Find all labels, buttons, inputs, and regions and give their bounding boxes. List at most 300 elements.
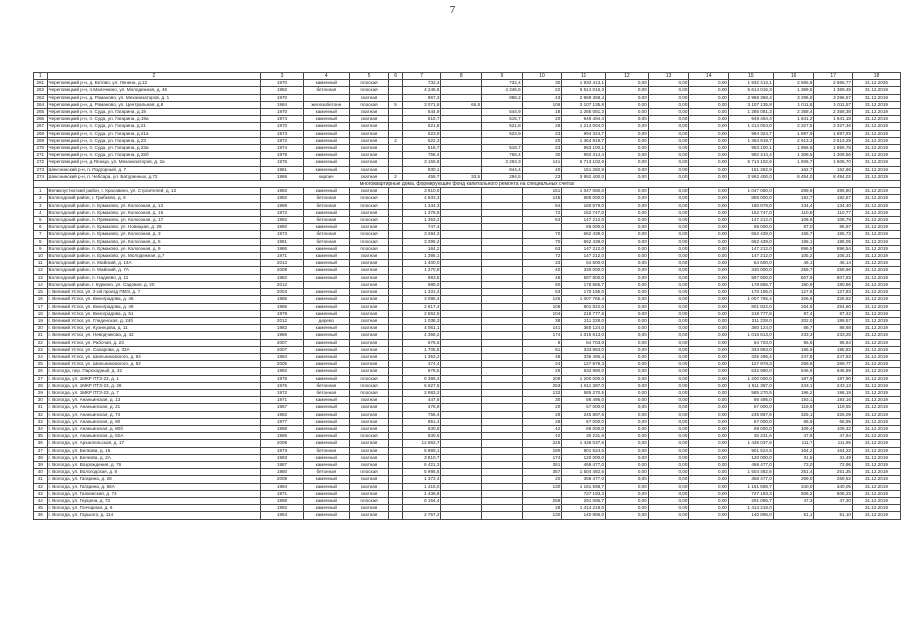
table-row <box>34 159 901 166</box>
table-cell: Вологодский район, п. Ермаково, ул. Новицкая, д. 29 <box>47 224 261 231</box>
table-cell: 269,0 <box>773 476 814 483</box>
table-cell <box>389 346 403 353</box>
table-cell: 11 <box>562 73 606 80</box>
table-cell: 901 524,5 <box>562 447 606 454</box>
table-cell <box>441 224 482 231</box>
table-cell: 31.12.2019 <box>852 224 900 231</box>
table-cell: 0,00 <box>689 109 729 116</box>
table-cell: 127,83 <box>814 289 853 296</box>
table-cell: 0,00 <box>606 382 649 389</box>
table-cell: плоская <box>349 195 389 202</box>
table-cell: 0,00 <box>689 433 729 440</box>
table-cell: г. Вологда, ул. Белкова, д. 2А <box>47 454 261 461</box>
table-cell: 5 <box>34 217 48 224</box>
table-cell: 37 <box>34 447 48 454</box>
table-row <box>34 238 901 245</box>
table-cell: 31.12.2019 <box>852 238 900 245</box>
table-cell: г. Вологда, ул. Ананьинская, д. 80б <box>47 425 261 432</box>
table-cell: 31.12.2019 <box>852 469 900 476</box>
table-cell: 147 212,0 <box>562 217 606 224</box>
table-cell: 87,4 <box>773 310 814 317</box>
table-cell: 1 606,70 <box>814 159 853 166</box>
table-row <box>34 389 901 396</box>
table-cell: 180,86 <box>814 281 853 288</box>
table-cell: 31,5 <box>773 454 814 461</box>
table-cell: 245 897,6 <box>729 411 774 418</box>
table-cell: 844,4 <box>482 166 523 173</box>
table-cell: 61 <box>522 346 562 353</box>
table-cell: Вологодский район, п. Ермаково, ул. Колхозная, д. 13 <box>47 202 261 209</box>
table-cell <box>441 137 482 144</box>
table-cell: 31.12.2019 <box>852 440 900 447</box>
table-cell <box>441 375 482 382</box>
table-cell: 597 600,0 <box>729 274 774 281</box>
table-cell: 6 154,4 <box>402 497 441 504</box>
table-cell <box>389 281 403 288</box>
table-cell: 0,00 <box>689 310 729 317</box>
table-cell: 31.12.2019 <box>852 389 900 396</box>
table-cell: г. Великий Устюг, ул. Шильниковского, д. 84 <box>47 353 261 360</box>
table-cell: 1 436 037,6 <box>729 440 774 447</box>
table-cell: 0,00 <box>689 289 729 296</box>
table-cell: 1986 <box>261 245 304 252</box>
table-cell <box>441 217 482 224</box>
table-row <box>34 339 901 346</box>
table-cell <box>441 368 482 375</box>
table-cell: 949 494,4 <box>729 116 774 123</box>
table-cell: 32 <box>34 411 48 418</box>
table-cell: 31.12.2019 <box>852 461 900 468</box>
table-cell: 1982 <box>261 274 304 281</box>
table-cell: 0,00 <box>606 433 649 440</box>
table-cell <box>482 346 523 353</box>
table-cell: Шекснинский р-н, п. Чебсара, ул. Батуринных, д.72 <box>47 173 261 180</box>
table-cell: каменный <box>303 109 349 116</box>
table-cell: 0,00 <box>606 469 649 476</box>
table-cell: 3 610,0 <box>402 188 441 195</box>
table-cell: 1986 <box>261 433 304 440</box>
table-cell: 1 353,2 <box>402 353 441 360</box>
table-cell: 1983 <box>261 454 304 461</box>
table-cell: 607,63 <box>814 274 853 281</box>
table-cell: 0,00 <box>648 310 689 317</box>
table-cell: 747,4 <box>402 224 441 231</box>
table-cell: 0,00 <box>648 447 689 454</box>
table-cell: 147 212,0 <box>729 253 774 260</box>
table-cell: Череповецкий р-н, п. Суда, ул. Гагарина, д.19а <box>47 116 261 123</box>
table-cell: 1 897,9 <box>773 130 814 137</box>
table-cell: 26 <box>34 368 48 375</box>
table-cell: 4 358,2 <box>402 332 441 339</box>
table-cell <box>389 130 403 137</box>
table-cell: 51,10 <box>814 512 853 519</box>
table-cell: 0,00 <box>648 433 689 440</box>
table-cell: 5 614 016,3 <box>562 87 606 94</box>
table-cell <box>389 440 403 447</box>
table-row <box>34 382 901 389</box>
table-cell: 2 562,6 <box>402 310 441 317</box>
table-cell: 106 <box>522 101 562 108</box>
table-cell: бетонная <box>303 202 349 209</box>
table-cell: 258 <box>522 497 562 504</box>
table-cell: 31.12.2019 <box>852 202 900 209</box>
table-cell: 195,1 <box>773 238 814 245</box>
table-cell: скатная <box>349 289 389 296</box>
table-cell <box>441 296 482 303</box>
table-cell: 0,00 <box>648 512 689 519</box>
table-cell: 0,00 <box>648 260 689 267</box>
table-cell <box>389 368 403 375</box>
table-cell <box>482 483 523 490</box>
table-cell: каменный <box>303 411 349 418</box>
table-cell: 31.12.2019 <box>852 188 900 195</box>
table-cell: 7 <box>402 73 441 80</box>
table-cell: 0,00 <box>606 238 649 245</box>
table-cell: плоская <box>349 217 389 224</box>
table-cell <box>389 231 403 238</box>
table-cell <box>482 332 523 339</box>
table-cell <box>441 267 482 274</box>
table-cell: 992 414,4 <box>729 152 774 159</box>
table-cell <box>482 339 523 346</box>
table-cell: 134,40 <box>814 202 853 209</box>
table-cell: 0,00 <box>689 382 729 389</box>
table-cell: 195,8 <box>773 346 814 353</box>
table-cell: скатная <box>349 267 389 274</box>
table-cell: 758,4 <box>482 152 523 159</box>
table-cell: 0,00 <box>648 469 689 476</box>
table-cell: 0,00 <box>689 361 729 368</box>
column-number-row <box>34 73 901 80</box>
table-cell: 0,00 <box>648 224 689 231</box>
table-cell: 31.12.2019 <box>852 476 900 483</box>
page-number: 7 <box>449 4 456 16</box>
table-cell: 630,6 <box>402 433 441 440</box>
table-cell <box>482 461 523 468</box>
table-cell: 0,00 <box>689 425 729 432</box>
table-cell <box>389 447 403 454</box>
table-cell: 2 617,4 <box>402 303 441 310</box>
table-cell: 31.12.2019 <box>852 505 900 512</box>
table-cell: 0,00 <box>689 447 729 454</box>
table-cell: 0,00 <box>648 404 689 411</box>
table-cell: 187,9 <box>773 375 814 382</box>
table-cell: 17 <box>34 303 48 310</box>
table-cell: 87,0 <box>773 224 814 231</box>
table-row <box>34 454 901 461</box>
table-cell: 335 496,4 <box>729 353 774 360</box>
table-cell: скатная <box>349 224 389 231</box>
table-cell: 1 504 482,6 <box>729 469 774 476</box>
table-cell: 1985 <box>261 296 304 303</box>
table-cell: 1994 <box>261 483 304 490</box>
table-cell: каменный <box>303 346 349 353</box>
table-cell: 20 <box>34 325 48 332</box>
table-cell: 27 <box>34 375 48 382</box>
table-cell: 0,00 <box>606 490 649 497</box>
table-cell: 209 <box>522 375 562 382</box>
table-cell: 0,00 <box>606 209 649 216</box>
table-cell: 233,26 <box>814 332 853 339</box>
table-cell: 31.12.2019 <box>852 145 900 152</box>
table-cell: 2013 <box>261 260 304 267</box>
table-cell: 0,00 <box>689 87 729 94</box>
table-cell: 1992 <box>261 195 304 202</box>
table-cell: 0,00 <box>606 296 649 303</box>
table-cell: 8 454,02 <box>814 173 853 180</box>
table-cell <box>482 137 523 144</box>
table-cell: 0,00 <box>648 325 689 332</box>
table-cell: 0,00 <box>606 317 649 324</box>
table-cell: 888,2 <box>482 94 523 101</box>
table-cell <box>482 512 523 519</box>
table-cell: 1 007 765,4 <box>562 296 606 303</box>
table-cell: 1970 <box>261 94 304 101</box>
table-row <box>34 152 901 159</box>
table-cell <box>389 123 403 130</box>
table-cell: г. Вологда, ул. Белкова, д. 16 <box>47 447 261 454</box>
table-cell: скатная <box>349 368 389 375</box>
table-cell: 1974 <box>261 145 304 152</box>
table-row <box>34 137 901 144</box>
table-cell: 0,00 <box>648 274 689 281</box>
table-cell: г. Вологда, ул. 1МКР ПТЗ-23, д. 1 <box>47 375 261 382</box>
table-cell: 174 <box>522 332 562 339</box>
table-cell: 31.12.2019 <box>852 260 900 267</box>
table-cell: каменный <box>303 80 349 87</box>
table-cell: 147 212,0 <box>729 245 774 252</box>
table-cell: Череповецкий р-н, д.Ягница, ул. Механизаторов, д. 2а <box>47 159 261 166</box>
table-cell: 8 <box>441 73 482 80</box>
table-cell <box>389 389 403 396</box>
table-cell: 0,00 <box>689 317 729 324</box>
table-cell: 0,00 <box>606 346 649 353</box>
table-cell: 2005 <box>261 361 304 368</box>
table-cell: 1 436 037,6 <box>562 440 606 447</box>
table-cell <box>441 274 482 281</box>
table-cell: 0,00 <box>648 483 689 490</box>
table-cell: 994 324,7 <box>562 130 606 137</box>
table-cell: 458,7 <box>402 173 441 180</box>
table-cell <box>389 267 403 274</box>
table-cell: г. Вологда, ул. Ананьинская, д. 74 <box>47 411 261 418</box>
table-cell: 164,2 <box>402 245 441 252</box>
table-cell: 12 <box>34 267 48 274</box>
table-cell: 0,00 <box>606 454 649 461</box>
table-cell: 1 200 000,0 <box>562 375 606 382</box>
table-cell <box>441 317 482 324</box>
table-cell: 0,00 <box>689 461 729 468</box>
table-cell: скатная <box>349 137 389 144</box>
table-cell: 289,80 <box>814 188 853 195</box>
table-cell <box>441 440 482 447</box>
table-cell: скатная <box>349 260 389 267</box>
table-cell: 64 703,0 <box>729 339 774 346</box>
table-cell: 178 865,7 <box>729 281 774 288</box>
table-cell: 111,65 <box>814 440 853 447</box>
table-cell <box>389 332 403 339</box>
table-cell: 127 978,3 <box>562 361 606 368</box>
table-cell: 0,00 <box>689 166 729 173</box>
table-cell: 20 <box>522 116 562 123</box>
table-cell: 31.12.2019 <box>852 368 900 375</box>
table-cell: 0,00 <box>648 368 689 375</box>
table-cell: 15 <box>729 73 774 80</box>
table-cell: 2007 <box>261 346 304 353</box>
table-cell: 21 <box>34 332 48 339</box>
table-cell <box>389 289 403 296</box>
table-cell: 33,5 <box>441 173 482 180</box>
table-cell: 0,00 <box>689 173 729 180</box>
table-cell: 263 <box>34 94 48 101</box>
table-cell: 727 193,3 <box>729 490 774 497</box>
table-row <box>34 404 901 411</box>
table-cell: 9 <box>34 245 48 252</box>
table-cell: 1 011,6 <box>773 101 814 108</box>
table-cell: 0,00 <box>689 152 729 159</box>
table-cell: 1985 <box>261 303 304 310</box>
table-cell: скатная <box>349 490 389 497</box>
table-cell: 10 <box>34 253 48 260</box>
table-cell: 31.12.2019 <box>852 274 900 281</box>
table-cell: 43 <box>522 94 562 101</box>
table-cell: 4 <box>34 209 48 216</box>
table-cell <box>389 476 403 483</box>
table-cell: 1973 <box>261 130 304 137</box>
table-cell: скатная <box>349 130 389 137</box>
table-cell: 662 439,0 <box>729 231 774 238</box>
table-cell <box>389 202 403 209</box>
table-cell: 1982 <box>261 411 304 418</box>
table-cell: 8 <box>522 339 562 346</box>
table-cell: каменный <box>303 274 349 281</box>
table-cell: Череповецкий р-н, п. Суда, ул. Гагарина, д.25б <box>47 152 261 159</box>
table-cell: 70 <box>522 231 562 238</box>
table-cell: 1 270,9 <box>402 267 441 274</box>
table-cell: 31.12.2019 <box>852 159 900 166</box>
table-cell: 141 <box>522 325 562 332</box>
table-cell: 0,00 <box>606 476 649 483</box>
table-cell: 270 <box>34 145 48 152</box>
table-cell <box>389 188 403 195</box>
table-cell: 8 <box>34 238 48 245</box>
table-cell: 46 <box>522 274 562 281</box>
table-row <box>34 397 901 404</box>
table-cell: скатная <box>349 353 389 360</box>
table-cell: 180 <box>522 447 562 454</box>
table-cell: 254,60 <box>814 303 853 310</box>
table-cell: 105,2 <box>773 253 814 260</box>
table-cell: 0,00 <box>606 368 649 375</box>
table-cell: скатная <box>349 454 389 461</box>
section-title-row <box>34 181 901 188</box>
table-cell: 63 <box>522 245 562 252</box>
table-cell: 335 496,4 <box>562 353 606 360</box>
table-cell: 1 364 919,7 <box>562 137 606 144</box>
table-cell: 963 100,1 <box>562 145 606 152</box>
table-cell: 196,19 <box>814 389 853 396</box>
table-cell: 1 841,2 <box>773 116 814 123</box>
table-cell <box>482 238 523 245</box>
table-cell: 0,00 <box>689 260 729 267</box>
table-cell: 930,1 <box>402 166 441 173</box>
table-cell: 35 <box>34 433 48 440</box>
table-cell: г. Вологда, ул. Архангельская, д. 17 <box>47 440 261 447</box>
table-cell: 5 <box>389 101 403 108</box>
table-cell: 30 <box>522 397 562 404</box>
table-cell: 597 600,0 <box>562 274 606 281</box>
table-cell: 0,00 <box>606 425 649 432</box>
table-cell: 31.12.2019 <box>852 130 900 137</box>
table-cell: 254,6 <box>773 303 814 310</box>
table-cell: 28 <box>522 368 562 375</box>
table-cell: 1971 <box>261 490 304 497</box>
table-cell: 31.12.2019 <box>852 166 900 173</box>
table-cell: 1 611 397,0 <box>562 382 606 389</box>
table-cell: 0,00 <box>689 469 729 476</box>
table-cell <box>482 310 523 317</box>
table-cell: 33 <box>34 418 48 425</box>
table-cell: 1983 <box>261 188 304 195</box>
table-cell: 130 <box>522 512 562 519</box>
table-cell: 66,95 <box>814 418 853 425</box>
table-cell: 23 <box>34 346 48 353</box>
table-cell: 155,73 <box>814 231 853 238</box>
table-cell: 6 <box>389 73 403 80</box>
table-cell: 31.12.2019 <box>852 109 900 116</box>
table-cell: 0,00 <box>648 195 689 202</box>
table-cell: 218 777,6 <box>729 310 774 317</box>
table-cell: 476,8 <box>402 404 441 411</box>
table-cell: 147 212,0 <box>562 245 606 252</box>
table-cell <box>389 166 403 173</box>
table-row <box>34 317 901 324</box>
table-cell <box>482 389 523 396</box>
table-cell: Вологодский район, г. Грибково, д. 6 <box>47 195 261 202</box>
table-cell: 174 <box>522 454 562 461</box>
table-cell: 18 <box>852 73 900 80</box>
table-cell: 0,00 <box>689 325 729 332</box>
table-cell: 31.12.2019 <box>852 173 900 180</box>
table-cell: 0,00 <box>689 397 729 404</box>
table-cell <box>389 317 403 324</box>
table-row <box>34 188 901 195</box>
table-cell: 0,00 <box>648 389 689 396</box>
table-cell: 3 962 400,0 <box>729 173 774 180</box>
table-cell: скатная <box>349 411 389 418</box>
table-cell: 88,68 <box>814 325 853 332</box>
table-cell <box>389 361 403 368</box>
table-cell: 0,00 <box>606 310 649 317</box>
table-cell <box>441 80 482 87</box>
table-cell: 31.12.2019 <box>852 317 900 324</box>
table-cell: 0,00 <box>689 116 729 123</box>
table-cell: Вологодский район, п. Ермаково, ул. Колхозная, д. 16 <box>47 209 261 216</box>
table-cell: 515,7 <box>482 116 523 123</box>
table-cell: г. Вологда, ул. Гончарная, д. 6 <box>47 505 261 512</box>
table-cell <box>389 260 403 267</box>
table-cell: бетонная <box>303 217 349 224</box>
table-row <box>34 123 901 130</box>
table-row <box>34 267 901 274</box>
table-cell: 30 231,6 <box>729 433 774 440</box>
table-cell: 268 <box>34 130 48 137</box>
table-cell: Вологодский район, п. Прямково, ул. Колхозная, д. 17 <box>47 217 261 224</box>
table-cell: 0,00 <box>648 152 689 159</box>
table-cell: 360 124,0 <box>562 325 606 332</box>
table-cell: скатная <box>349 274 389 281</box>
table-cell: 13 <box>648 73 689 80</box>
